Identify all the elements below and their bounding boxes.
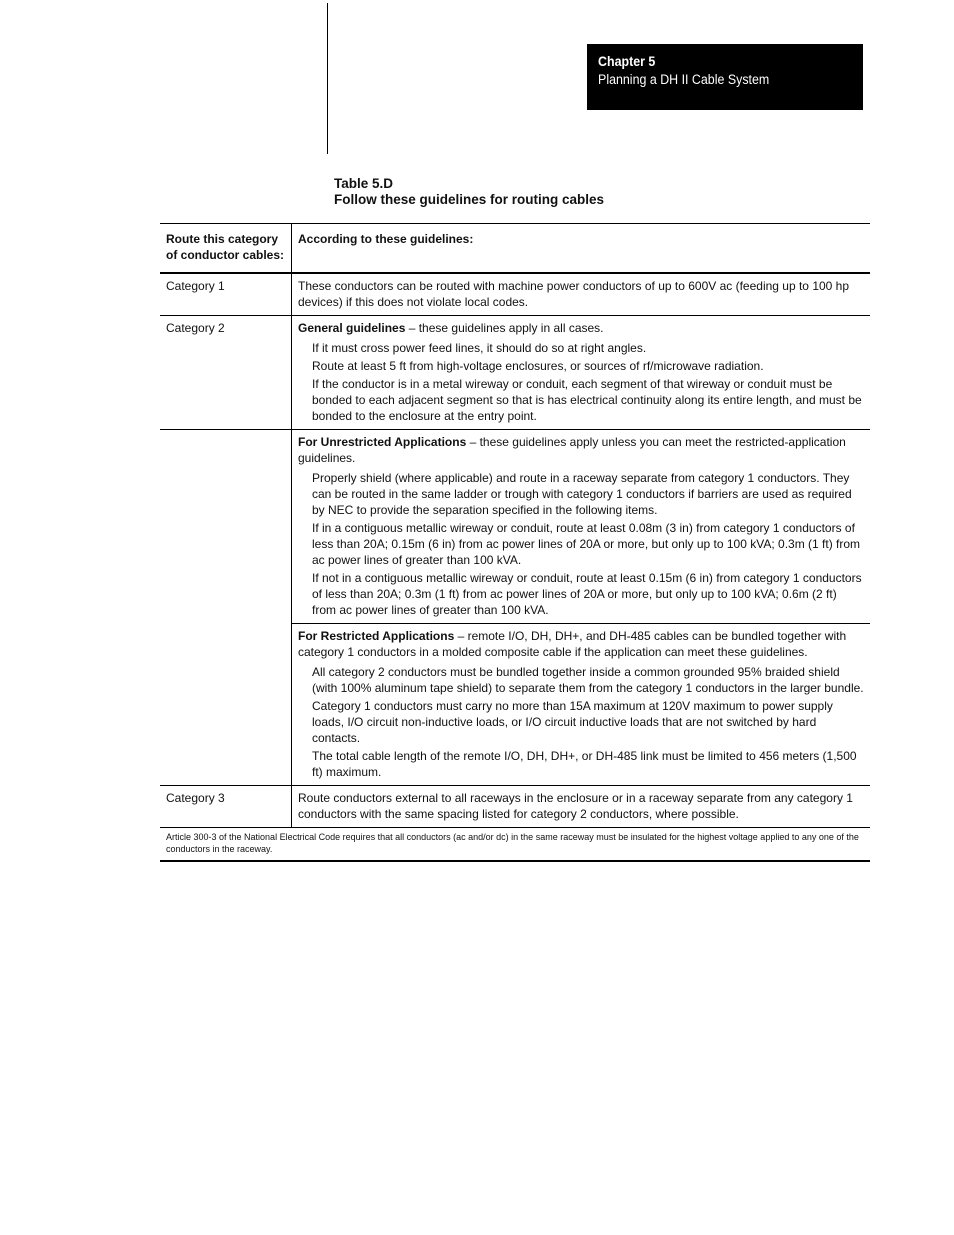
table-row-category-1 (160, 274, 870, 315)
restricted-heading: For Restricted Applications (298, 629, 455, 643)
guideline-item: Route at least 5 ft from high-voltage enclosures, or sources of rf/microwave radiation. (312, 359, 764, 373)
guideline-item: Category 1 conductors must carry no more than 15A maximum at 120V maximum to power supply loads, I/O circuit non-inductive loads, or I/O circuit inductive loads that are not switched by hard contacts. (312, 699, 833, 745)
guideline-item: The total cable length of the remote I/O, DH, DH+, or DH-485 link must be limited to 456 meters (1,500 ft) maximum. (312, 749, 857, 779)
empty-category-cell (160, 623, 291, 785)
routing-guidelines-table (160, 223, 870, 862)
unrestricted-intro: For Unrestricted Applications – these guidelines apply unless you can meet the restricted-application guidelines. (298, 435, 846, 465)
general-guidelines-intro: General guidelines – these guidelines apply in all cases. (298, 321, 604, 335)
table-footnote: Article 300-3 of the National Electrical Code requires that all conductors (ac and/or dc) in the same raceway must be insulated for the highest voltage applied to any one of the conductors in the raceway. (160, 827, 870, 862)
general-guidelines-heading: General guidelines (298, 321, 406, 335)
chapter-title: Planning a DH II Cable System (598, 72, 770, 87)
guideline-item: If the conductor is in a metal wireway or conduit, each segment of that wireway or conduit must be bonded to each adjacent segment so that is has electrical continuity along its entire length, and must be bonded to the enclosure at the entry point. (312, 377, 862, 423)
column-header-guidelines: According to these guidelines: (291, 224, 870, 272)
table-header-row (160, 223, 870, 274)
table-row-category-3 (160, 785, 870, 827)
category-3-guideline: Route conductors external to all raceways in the enclosure or in a raceway separate from any category 1 conductors with the same spacing listed for category 2 conductors, where possible. (291, 786, 870, 827)
guideline-item: If it must cross power feed lines, it should do so at right angles. (312, 341, 647, 355)
category-label: Category 1 (166, 279, 225, 293)
guideline-item: Properly shield (where applicable) and route in a raceway separate from category 1 conductors. They can be routed in the same ladder or trough with category 1 conductors if barriers are used as required by NEC to provide the separation specified in the following items. (312, 471, 852, 517)
general-guidelines-cell (291, 316, 870, 429)
table-id: Table 5.D (334, 176, 394, 191)
chapter-header (587, 44, 863, 110)
unrestricted-heading: For Unrestricted Applications (298, 435, 467, 449)
guideline-item: If in a contiguous metallic wireway or conduit, route at least 0.08m (3 in) from category 1 conductors of less than 20A; 0.15m (6 in) from ac power lines of 20A or more, but only up to 100 kVA; 0.3m (1 ft) from ac power lines of greater than 100 kVA. (312, 521, 861, 567)
category-label: Category 2 (166, 321, 225, 335)
empty-category-cell (160, 430, 291, 623)
unrestricted-guidelines-cell (291, 430, 870, 623)
column-header-category: Route this category of conductor cables: (166, 232, 285, 262)
category-1-guideline: These conductors can be routed with machine power conductors of up to 600V ac (feeding up to 100 hp devices) if this does not violate local codes. (291, 274, 870, 315)
table-row-category-2 (160, 315, 870, 429)
table-row-restricted (160, 623, 870, 785)
margin-rule (327, 3, 328, 154)
guideline-item: All category 2 conductors must be bundled together inside a common grounded 95% braided shield (with 100% aluminum tape shield) to separate them from the category 1 conductors in the larger bundle. (312, 665, 864, 695)
chapter-number: Chapter 5 (598, 54, 656, 69)
table-caption (334, 176, 604, 208)
restricted-intro: For Restricted Applications – remote I/O, DH, DH+, and DH-485 cables can be bundled together with category 1 conductors in a molded composite cable if the application can meet these guidelines. (298, 629, 847, 659)
guideline-item: If not in a contiguous metallic wireway or conduit, route at least 0.15m (6 in) from category 1 conductors of less than 20A; 0.3m (1 ft) from ac power lines of 20A or more, but only up to 100 kVA; 0.6m (2 ft) from ac power lines of greater than 100 kVA. (312, 571, 862, 617)
table-title: Follow these guidelines for routing cables (334, 192, 605, 207)
table-row-unrestricted (160, 429, 870, 623)
restricted-guidelines-cell (291, 623, 870, 785)
category-label: Category 3 (166, 791, 225, 805)
